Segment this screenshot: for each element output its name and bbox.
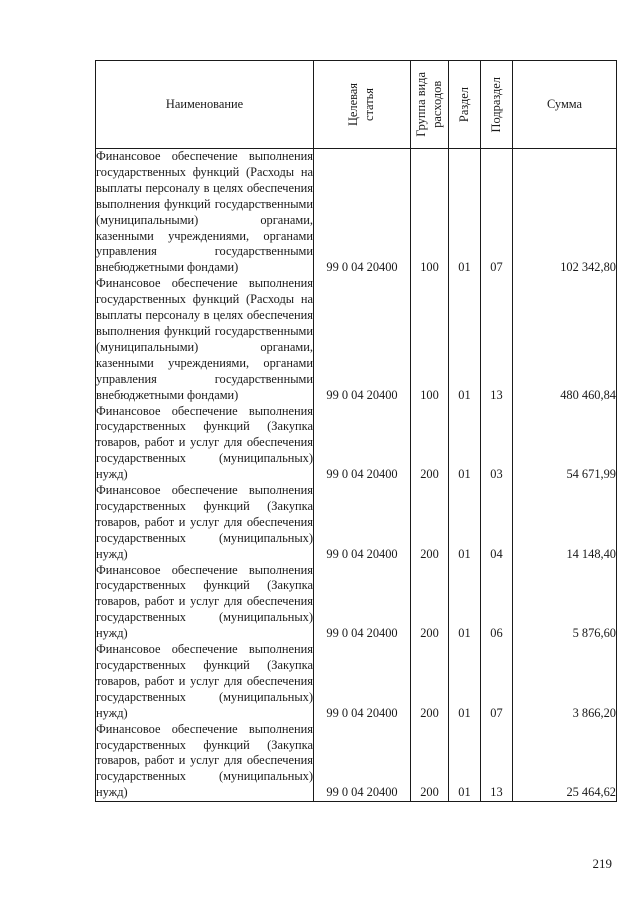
header-section [449,61,481,149]
row-name: Финансовое обеспечение выполнения государственных функций (Закупка товаров, работ и услуг для обеспечения государственных (муниципальных) нужд) [96,483,313,561]
header-section-label: Раздел [456,86,471,123]
row-expense-group: 200 [411,404,449,484]
header-row [96,61,617,149]
table-row [96,149,617,277]
row-subsection: 03 [481,404,513,484]
row-expense-group: 100 [411,149,449,277]
row-subsection: 07 [481,642,513,722]
row-subsection: 04 [481,483,513,563]
row-amount: 14 148,40 [513,483,617,563]
header-target-article-label: Целевая статья [346,82,376,127]
header-amount: Сумма [513,61,617,149]
table-row [96,722,617,802]
row-expense-group: 200 [411,642,449,722]
table-row [96,404,617,484]
expenditure-table [95,60,617,802]
row-target-article: 99 0 04 20400 [314,563,411,643]
row-expense-group: 200 [411,722,449,802]
row-target-article: 99 0 04 20400 [314,149,411,277]
header-subsection [481,61,513,149]
header-expense-group [411,61,449,149]
row-name: Финансовое обеспечение выполнения государственных функций (Закупка товаров, работ и услуг для обеспечения государственных (муниципальных) нужд) [96,403,313,482]
header-subsection-label: Подраздел [488,76,503,133]
header-expense-group-label: Группа вида расходов [413,72,444,137]
row-name: Финансовое обеспечение выполнения государственных функций (Расходы на выплаты персоналу в целях обеспечения выполнения функций государственными (муниципальными) органами, казенными учреждениями, органами управления государственными внебюджетными фондами) [96,149,313,275]
row-amount: 54 671,99 [513,404,617,484]
row-amount: 5 876,60 [513,563,617,643]
row-name: Финансовое обеспечение выполнения государственных функций (Закупка товаров, работ и услуг для обеспечения государственных (муниципальных) нужд) [96,562,313,641]
table-row [96,276,617,403]
row-section: 01 [449,276,481,403]
row-section: 01 [449,149,481,277]
row-amount: 3 866,20 [513,642,617,722]
row-section: 01 [449,722,481,802]
header-target-article [314,61,411,149]
row-target-article: 99 0 04 20400 [314,483,411,563]
row-section: 01 [449,642,481,722]
row-section: 01 [449,483,481,563]
row-expense-group: 200 [411,563,449,643]
row-subsection: 06 [481,563,513,643]
header-name: Наименование [96,61,314,149]
table-row [96,483,617,563]
row-target-article: 99 0 04 20400 [314,276,411,403]
row-amount: 480 460,84 [513,276,617,403]
row-name: Финансовое обеспечение выполнения государственных функций (Закупка товаров, работ и услуг для обеспечения государственных (муниципальных) нужд) [96,722,314,802]
row-name: Финансовое обеспечение выполнения государственных функций (Расходы на выплаты персоналу в целях обеспечения выполнения функций государственными (муниципальными) органами, казенными учреждениями, органами управления государственными внебюджетными фондами) [96,276,313,402]
row-target-article: 99 0 04 20400 [314,722,411,802]
table-row [96,642,617,722]
row-amount: 25 464,62 [513,722,617,802]
row-expense-group: 200 [411,483,449,563]
table-row [96,563,617,643]
row-section: 01 [449,404,481,484]
row-amount: 102 342,80 [513,149,617,277]
row-subsection: 07 [481,149,513,277]
row-section: 01 [449,563,481,643]
page-number: 219 [592,856,612,871]
row-subsection: 13 [481,722,513,802]
row-subsection: 13 [481,276,513,403]
row-target-article: 99 0 04 20400 [314,404,411,484]
row-expense-group: 100 [411,276,449,403]
row-target-article: 99 0 04 20400 [314,642,411,722]
row-name: Финансовое обеспечение выполнения государственных функций (Закупка товаров, работ и услуг для обеспечения государственных (муниципальных) нужд) [96,642,313,720]
